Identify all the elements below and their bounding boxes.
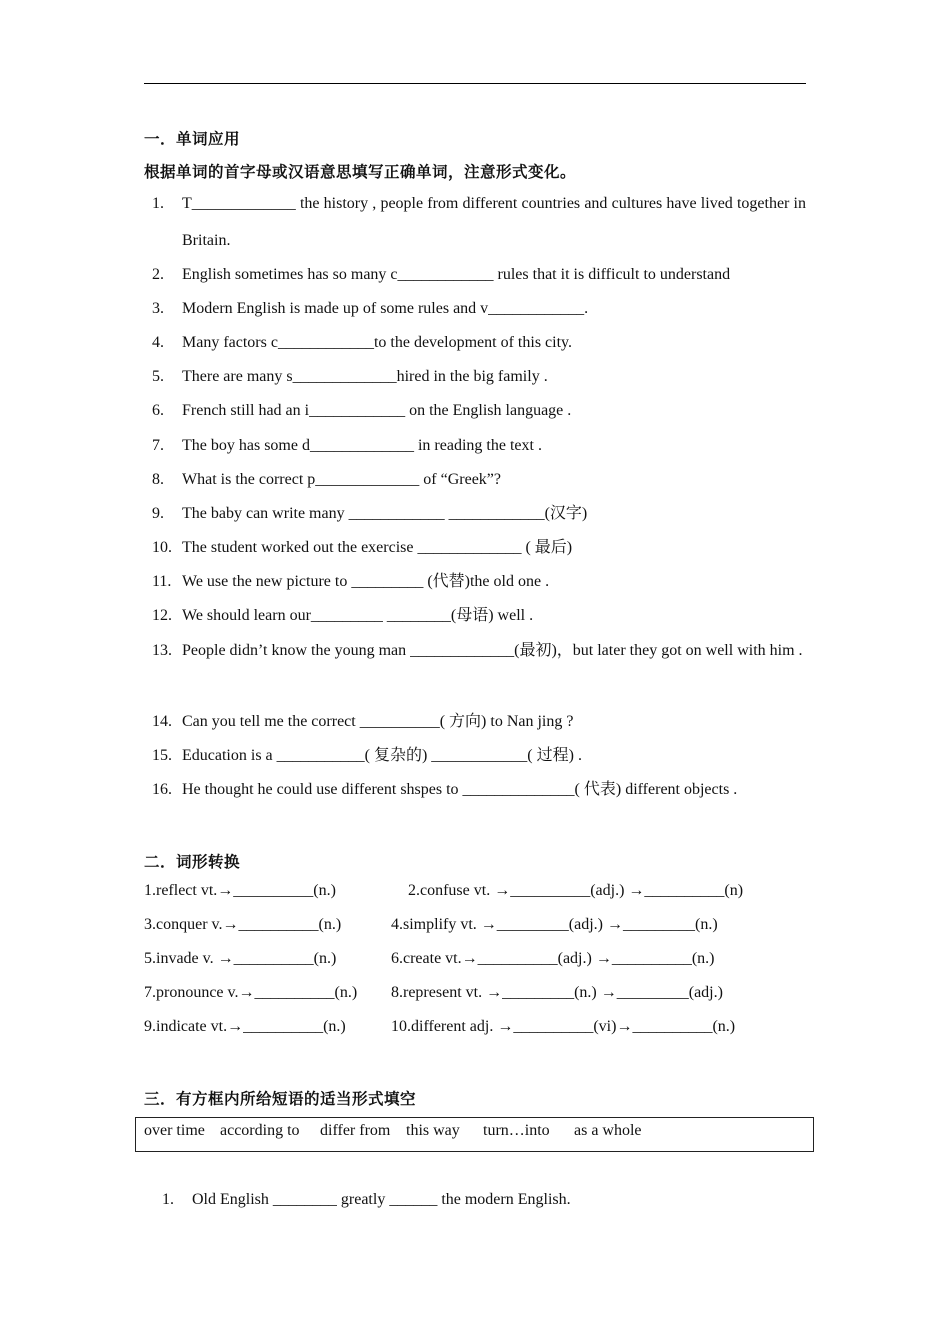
phrase: this way [406, 1122, 460, 1139]
exercise-item-14 [152, 703, 806, 740]
conversion-item-1: 1.reflect vt.→__________(n.) [144, 882, 336, 899]
phrase-exercise-item-1 [162, 1181, 802, 1218]
conversion-item-5: 5.invade v. →__________(n.) [144, 950, 337, 967]
conversion-item-3: 3.conquer v.→__________(n.) [144, 916, 342, 933]
item-number: 8. [152, 471, 164, 488]
exercise-item-10 [152, 529, 806, 566]
section-1-title: 一．单词应用 [144, 130, 241, 148]
item-number: 5. [152, 368, 164, 385]
exercise-item-5 [152, 358, 806, 395]
item-number: 13. [152, 642, 172, 659]
exercise-item-12 [152, 597, 806, 634]
item-number: 10. [152, 539, 172, 556]
item-number: 7. [152, 437, 164, 454]
item-number: 11. [152, 573, 172, 590]
item-text: The student worked out the exercise _____________ ( 最后) [182, 539, 573, 556]
header-rule [144, 83, 806, 84]
item-text: English sometimes has so many c____________ rules that it is difficult to understand [182, 266, 731, 283]
phrase: according to [220, 1122, 300, 1139]
item-text: We use the new picture to _________ (代替)the old one . [182, 573, 550, 590]
conversion-item-4: 4.simplify vt. →_________(adj.) →_________(n.) [391, 916, 718, 933]
section-3-title: 三．有方框内所给短语的适当形式填空 [144, 1090, 417, 1108]
item-number: 15. [152, 747, 172, 764]
item-text: People didn’t know the young man _____________(最初)，but later they got on well with him . [182, 642, 803, 659]
phrase-box [135, 1117, 814, 1152]
section-2-title: 二．词形转换 [144, 853, 241, 871]
item-number: 6. [152, 402, 164, 419]
exercise-item-8 [152, 461, 806, 498]
item-text: What is the correct p_____________ of “Greek”? [182, 471, 501, 488]
exercise-item-2 [152, 256, 806, 293]
item-text: Education is a ___________( 复杂的) ____________( 过程) . [182, 747, 582, 764]
exercise-item-16 [152, 771, 806, 808]
conversion-item-8: 8.represent vt. →_________(n.) →_________(adj.) [391, 984, 723, 1001]
exercise-item-9 [152, 495, 806, 532]
item-text: Old English ________ greatly ______ the modern English. [192, 1191, 571, 1208]
item-text: The boy has some d_____________ in reading the text . [182, 437, 542, 454]
item-number: 4. [152, 334, 164, 351]
exercise-item-11 [152, 563, 806, 600]
conversion-item-2: 2.confuse vt. →__________(adj.) →__________(n) [408, 882, 744, 899]
item-text: Many factors c____________to the development of this city. [182, 334, 572, 351]
conversion-item-6: 6.create vt.→__________(adj.) →__________(n.) [391, 950, 715, 967]
exercise-item-6 [152, 392, 806, 429]
exercise-item-15 [152, 737, 806, 774]
item-number: 16. [152, 781, 172, 798]
item-text: T_____________ the history , people from different countries and cultures have lived together in Britain. [182, 195, 806, 249]
item-number: 14. [152, 713, 172, 730]
item-number: 1. [152, 195, 164, 212]
exercise-item-3 [152, 290, 806, 327]
item-text: There are many s_____________hired in the big family . [182, 368, 548, 385]
item-text: We should learn our_________ ________(母语) well . [182, 607, 534, 624]
section-1-instruction: 根据单词的首字母或汉语意思填写正确单词，注意形式变化。 [144, 163, 577, 181]
conversion-item-10: 10.different adj. →__________(vi)→__________(n.) [391, 1018, 736, 1035]
item-number: 12. [152, 607, 172, 624]
exercise-item-13 [152, 632, 806, 669]
phrase: differ from [320, 1122, 391, 1139]
item-text: Modern English is made up of some rules and v____________. [182, 300, 589, 317]
exercise-item-1 [152, 185, 806, 259]
item-text: The baby can write many ____________ ____________(汉字) [182, 505, 588, 522]
phrase: turn…into [483, 1122, 550, 1139]
phrase: over time [144, 1122, 205, 1139]
phrase: as a whole [574, 1122, 642, 1139]
conversion-item-7: 7.pronounce v.→__________(n.) [144, 984, 358, 1001]
item-number: 2. [152, 266, 164, 283]
exercise-item-4 [152, 324, 806, 361]
item-text: He thought he could use different shspes to ______________( 代表) different objects . [182, 781, 738, 798]
item-number: 1. [162, 1191, 174, 1208]
item-text: Can you tell me the correct __________( 方向) to Nan jing ? [182, 713, 574, 730]
item-number: 9. [152, 505, 164, 522]
item-number: 3. [152, 300, 164, 317]
conversion-item-9: 9.indicate vt.→__________(n.) [144, 1018, 346, 1035]
exercise-item-7 [152, 427, 806, 464]
item-text: French still had an i____________ on the English language . [182, 402, 572, 419]
